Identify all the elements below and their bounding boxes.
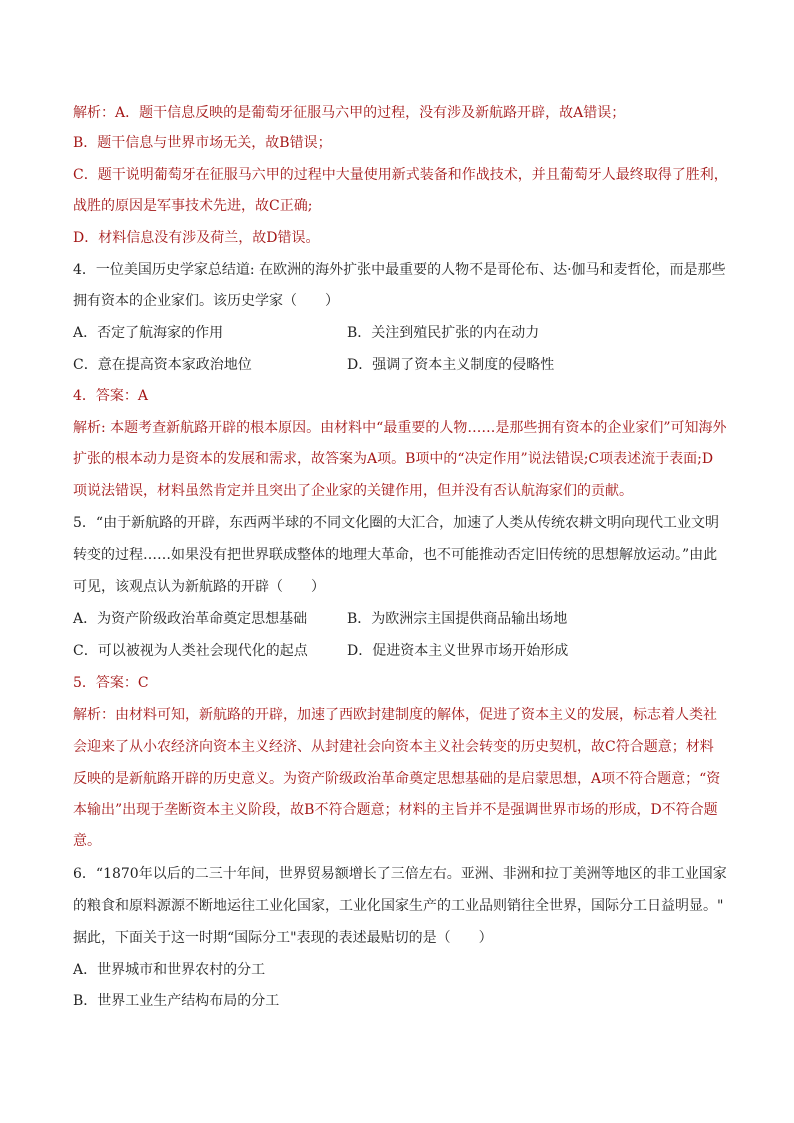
q3-analysis-line-2: B．题干信息与世界市场无关，故B错误；	[73, 135, 332, 151]
q6-stem-line-3: 据此，下面关于这一时期“国际分工"表现的表述最贴切的是（ ）	[73, 930, 493, 946]
q5-analysis-line-2: 会迎来了从小农经济向资本主义经济、从封建社会向资本主义社会转变的历史契机，故C符合题意；材料	[73, 739, 714, 755]
q5-option-d: D．促进资本主义世界市场开始形成	[347, 643, 569, 659]
q3-analysis-line-3: C．题干说明葡萄牙在征服马六甲的过程中大量使用新式装备和作战技术，并且葡萄牙人最终取得了胜利，	[73, 167, 728, 183]
q5-analysis-line-5: 意。	[73, 833, 101, 849]
q5-option-b: B．为欧洲宗主国提供商品输出场地	[347, 611, 568, 627]
q4-analysis-line-1: 解析: 本题考查新航路开辟的根本原因。由材料中“最重要的人物……是那些拥有资本的企业家们”可知海外	[73, 420, 727, 436]
q4-stem-line-2: 拥有资本的企业家们。该历史学家（ ）	[73, 293, 339, 309]
q6-option-b: B．世界工业生产结构布局的分工	[73, 993, 280, 1009]
q5-stem-line-2: 转变的过程……如果没有把世界联成整体的地理大革命，也不可能推动否定旧传统的思想解放运动。”由此	[73, 547, 718, 563]
q5-option-c: C．可以被视为人类社会现代化的起点	[73, 643, 308, 659]
q6-option-a: A．世界城市和世界农村的分工	[73, 962, 266, 978]
q4-option-a: A．否定了航海家的作用	[73, 325, 224, 341]
q4-stem-line-1: 4．一位美国历史学家总结道: 在欧洲的海外扩张中最重要的人物不是哥伦布、达·伽马和麦哲伦，而是那些	[73, 262, 726, 278]
q4-answer: 4．答案：A	[73, 388, 149, 404]
q5-stem-line-3: 可见，该观点认为新航路的开辟（ ）	[73, 579, 325, 595]
q3-analysis-line-4: 战胜的原因是军事技术先进，故C正确;	[73, 198, 313, 214]
q3-analysis-line-5: D．材料信息没有涉及荷兰，故D错误。	[73, 230, 320, 246]
q4-option-b: B．关注到殖民扩张的内在动力	[347, 325, 540, 341]
q5-stem-line-1: 5．“由于新航路的开辟，东西两半球的不同文化圈的大汇合，加速了人类从传统农耕文明向现代工业文明	[73, 515, 720, 531]
q6-stem-line-2: 的粮食和原料源源不断地运往工业化国家，工业化国家生产的工业品则销往全世界，国际分工日益明显。"	[73, 898, 724, 914]
q5-answer: 5．答案：C	[73, 675, 149, 691]
q4-analysis-line-2: 扩张的根本动力是资本的发展和需求，故答案为A项。B项中的“决定作用”说法错误;C项表述流于表面;D	[73, 451, 714, 467]
q4-option-d: D．强调了资本主义制度的侵略性	[347, 357, 555, 373]
q3-analysis-line-1: 解析：A．题干信息反映的是葡萄牙征服马六甲的过程，没有涉及新航路开辟，故A错误；	[73, 105, 626, 121]
q5-analysis-line-4: 本输出”出现于垄断资本主义阶段，故B不符合题意；材料的主旨并不是强调世界市场的形成，D不符合题	[73, 802, 718, 818]
q5-analysis-line-3: 反映的是新航路开辟的历史意义。为资产阶级政治革命奠定思想基础的是启蒙思想，A项不符合题意；“资	[73, 771, 721, 787]
q5-option-a: A．为资产阶级政治革命奠定思想基础	[73, 611, 308, 627]
q6-stem-line-1: 6．“1870年以后的二三十年间，世界贸易额增长了三倍左右。亚洲、非洲和拉丁美洲等地区的非工业国家	[73, 866, 727, 882]
q5-analysis-line-1: 解析：由材料可知，新航路的开辟，加速了西欧封建制度的解体，促进了资本主义的发展，标志着人类社	[73, 707, 717, 723]
q4-option-c: C．意在提高资本家政治地位	[73, 357, 252, 373]
q4-analysis-line-3: 项说法错误，材料虽然肯定并且突出了企业家的关键作用，但并没有否认航海家们的贡献。	[73, 483, 633, 499]
